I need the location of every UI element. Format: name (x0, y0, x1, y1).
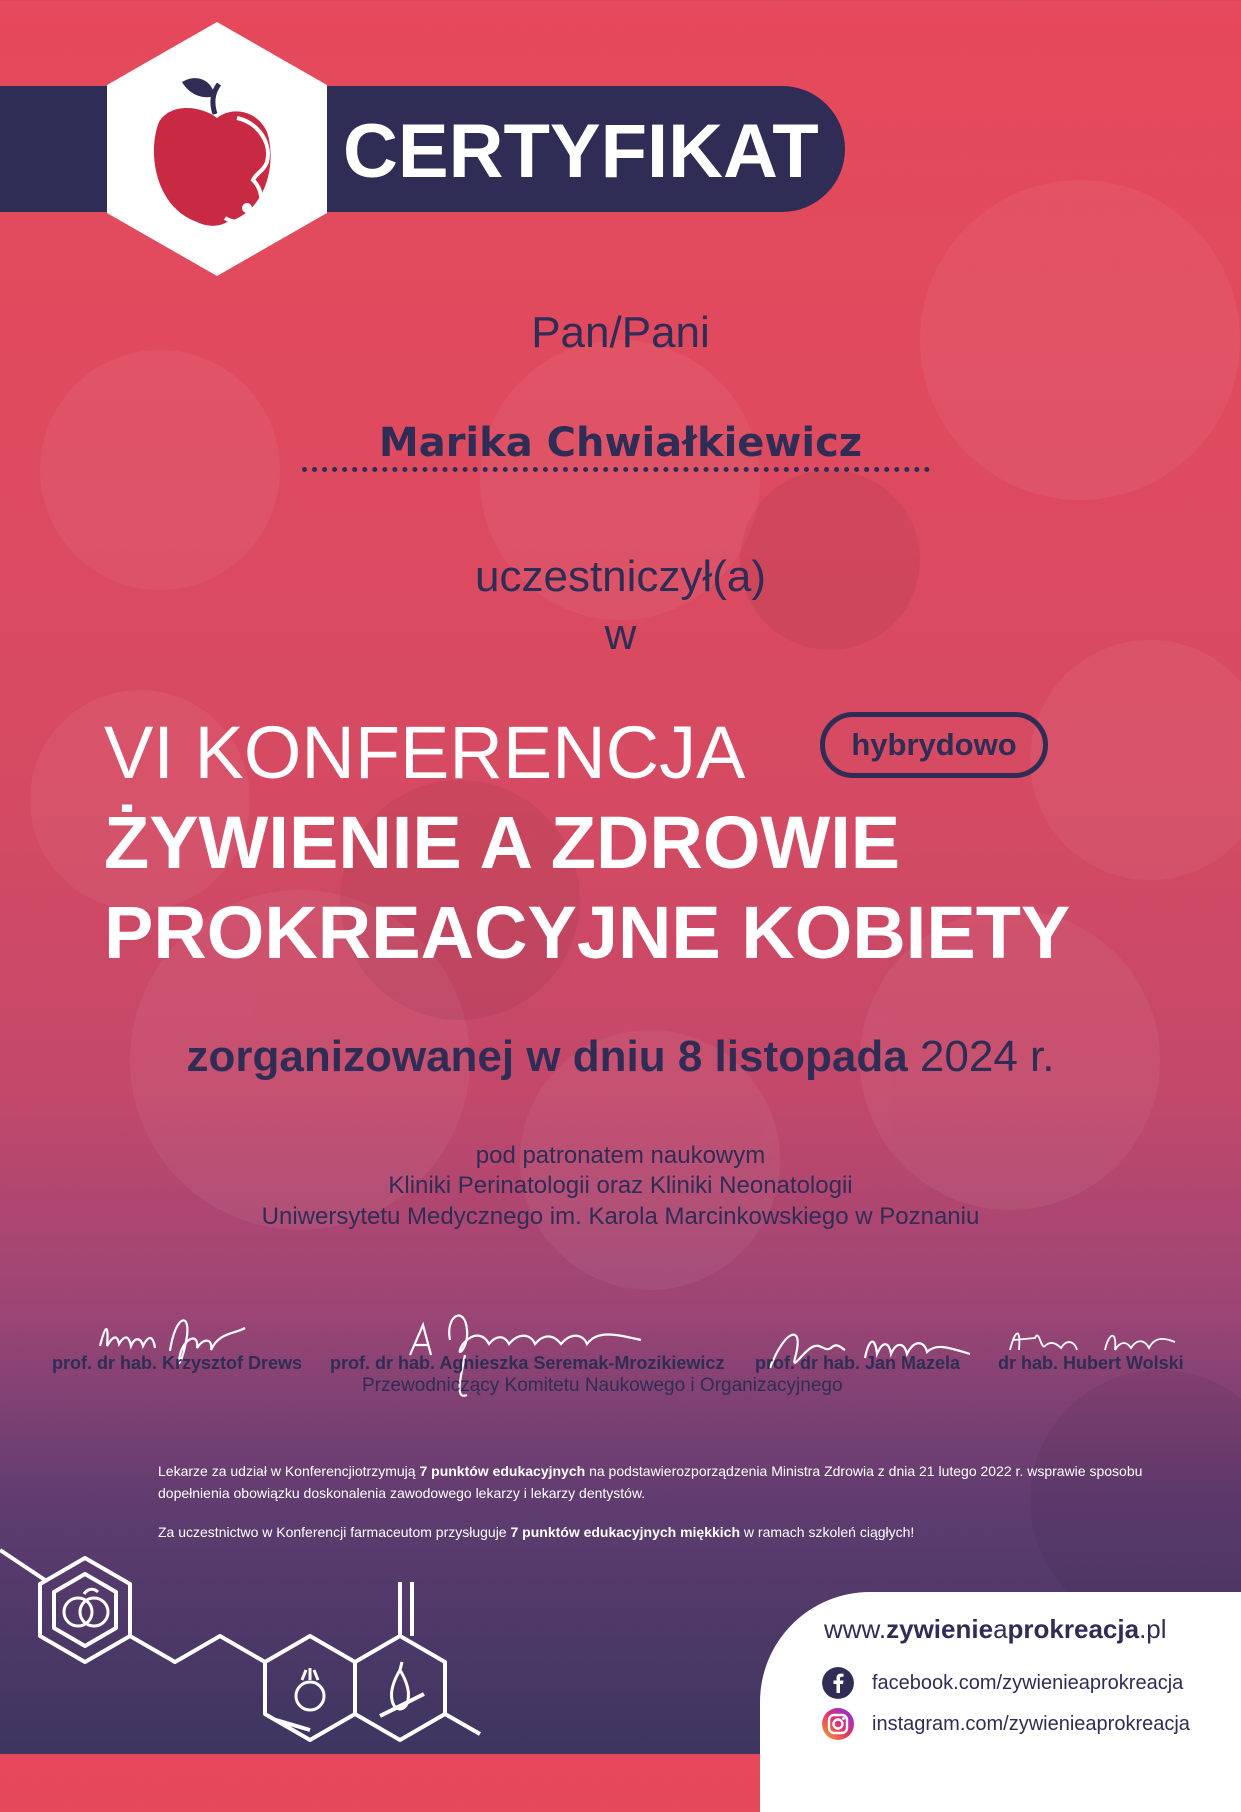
conference-number: VI KONFERENCJA (104, 711, 746, 794)
signatory-mazela: prof. dr hab. Jan Mazela (755, 1353, 961, 1373)
recipient-name: Marika Chwiałkiewicz (378, 420, 863, 466)
signatory-seremak: prof. dr hab. Agnieszka Seremak-Mrozikiewicz (330, 1353, 725, 1373)
signatory-role: Przewodniczący Komitetu Naukowego i Organizacyjnego (362, 1375, 843, 1396)
instagram-label: instagram.com/zywienieaprokreacja (872, 1712, 1190, 1735)
facebook-link[interactable] (822, 1667, 1183, 1699)
note-text: w ramach szkoleń ciągłych! (740, 1524, 915, 1540)
signatory-wolski: dr hab. Hubert Wolski (998, 1353, 1184, 1373)
conference-title-line1: ŻYWIENIE A ZDROWIE (104, 801, 901, 884)
facebook-label: facebook.com/zywienieaprokreacja (872, 1671, 1184, 1694)
date-year: 2024 r. (907, 1032, 1055, 1081)
website-link[interactable] (824, 1614, 1167, 1645)
conference-date (0, 1032, 1241, 1082)
logo-hexagon (107, 22, 327, 276)
patronage-line3: Uniwersytetu Medycznego im. Karola Marcinkowskiego w Poznaniu (261, 1203, 980, 1230)
signatory-drews: prof. dr hab. Krzysztof Drews (52, 1353, 303, 1373)
note-bold: 7 punktów edukacyjnych miękkich (510, 1524, 741, 1540)
note-bold: 7 punktów edukacyjnych (419, 1463, 586, 1479)
patronage-line2: Kliniki Perinatologii oraz Kliniki Neonatologii (388, 1172, 853, 1199)
patronage-line1: pod patronatem naukowym (475, 1142, 766, 1169)
beet-icon (296, 1668, 324, 1710)
note-text: Lekarze za udział w Konferencjiotrzymują (158, 1463, 420, 1479)
name-underline (302, 467, 930, 472)
molecule-decoration (0, 1530, 520, 1754)
hybrid-badge: hybrydowo (820, 712, 1048, 778)
note-text: Za uczestnictwo w Konferencji farmaceutom przysługuje (158, 1524, 511, 1540)
conference-title-line2: PROKREACYJNE KOBIETY (104, 891, 1071, 974)
facebook-icon (822, 1667, 854, 1699)
www-prefix: www. (824, 1614, 887, 1644)
note-text: na podstawierozporządzenia Ministra Zdrowia z dnia 21 lutego 2022 r. wsprawie sposobu dopełnienia obowiązku doskonalenia zawodowego lekarzy i lekarzy dentystów. (158, 1463, 1143, 1501)
peach-icon (64, 1589, 108, 1626)
instagram-icon (822, 1708, 854, 1740)
www-suffix: .pl (1139, 1614, 1167, 1644)
www-bold2: prokreacja (1007, 1614, 1140, 1644)
www-bold: zywienie (886, 1614, 994, 1644)
www-mid: a (993, 1614, 1008, 1644)
certificate-title: CERTYFIKAT (343, 109, 819, 194)
date-bold: zorganizowanej w dniu 8 listopada (186, 1032, 908, 1081)
salutation: Pan/Pani (531, 308, 710, 357)
in-word: w (604, 610, 637, 659)
instagram-link[interactable] (822, 1708, 1190, 1740)
participated-text: uczestniczył(a) (475, 552, 766, 601)
doctors-note (158, 1460, 1148, 1504)
